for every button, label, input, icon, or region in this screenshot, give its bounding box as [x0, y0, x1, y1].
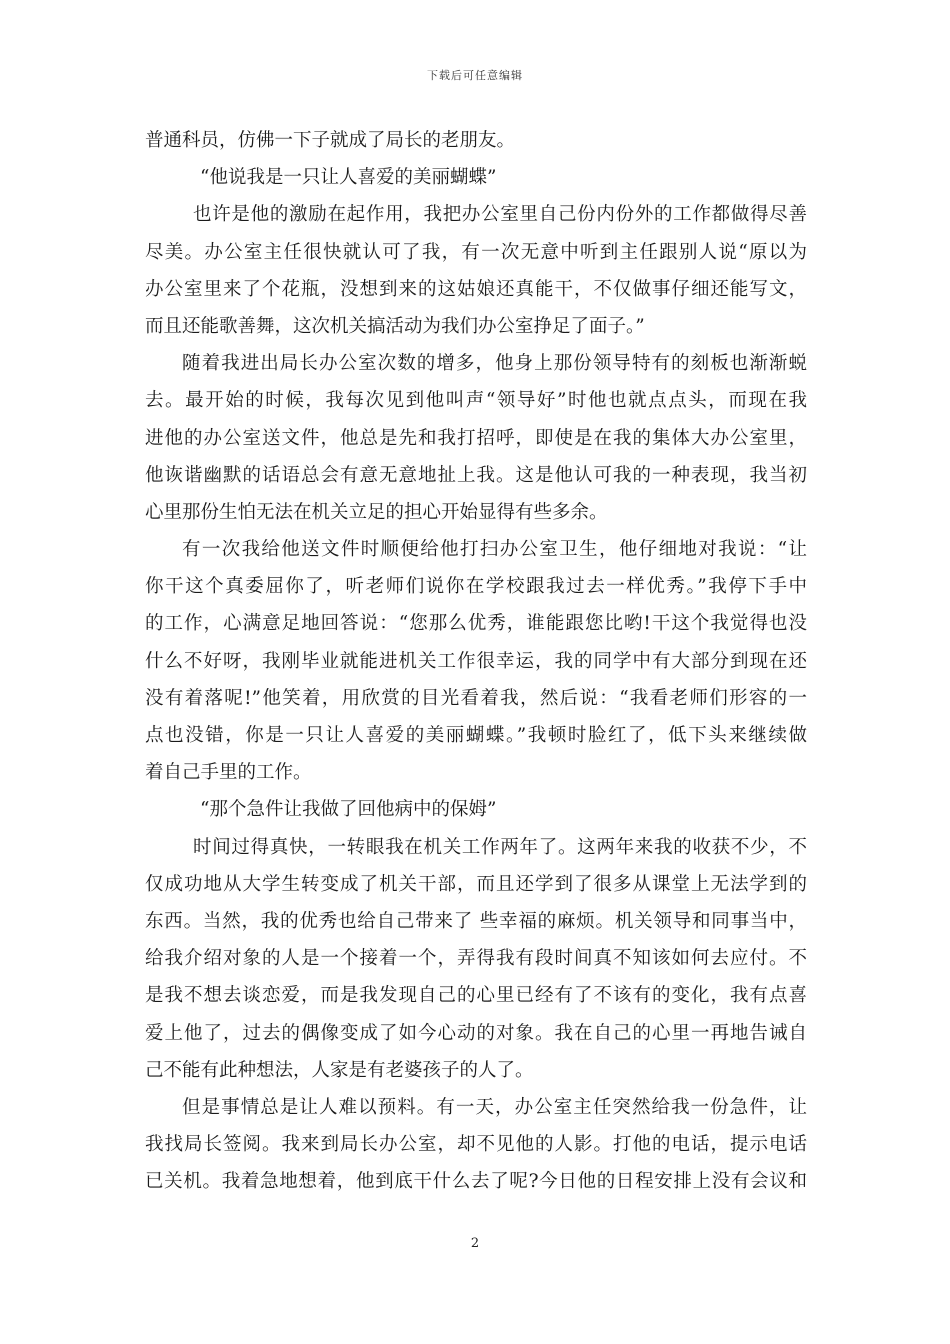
text-line: 己不能有此种想法，人家是有老婆孩子的人了。: [145, 1059, 534, 1081]
text-line: 也许是他的激励在起作用，我把办公室里自己份内份外的工作都做得尽善: [193, 204, 807, 226]
text-line: 尽美。办公室主任很快就认可了我，有一次无意中听到主任跟别人说“原以为: [145, 241, 807, 263]
text-line: 而且还能歌善舞，这次机关搞活动为我们办公室挣足了面子。”: [145, 315, 645, 337]
section-heading: “那个急件让我做了回他病中的保姆”: [200, 799, 497, 821]
text-line: 你干这个真委屈你了，听老师们说你在学校跟我过去一样优秀。”我停下手中: [145, 576, 807, 598]
text-line: 他诙谐幽默的话语总会有意无意地扯上我。这是他认可我的一种表现，我当初: [145, 464, 807, 486]
text-line: 有一次我给他送文件时顺便给他打扫办公室卫生，他仔细地对我说：“让: [182, 539, 807, 561]
page-number: 2: [470, 1236, 480, 1251]
text-line: 随着我进出局长办公室次数的增多，他身上那份领导特有的刻板也渐渐蜕: [182, 353, 807, 375]
page-header: 下载后可任意编辑: [427, 69, 523, 82]
text-line: 进他的办公室送文件，他总是先和我打招呼，即使是在我的集体大办公室里，: [145, 427, 807, 449]
text-line: 普通科员，仿佛一下子就成了局长的老朋友。: [145, 130, 516, 151]
text-line: 的工作，心满意足地回答说：“您那么优秀，谁能跟您比哟!干这个我觉得也没: [145, 613, 807, 635]
text-line: 心里那份生怕无法在机关立足的担心开始显得有些多余。: [145, 501, 608, 523]
text-line: 去。最开始的时候，我每次见到他叫声“领导好”时他也就点点头，而现在我: [145, 390, 807, 412]
text-line: 时间过得真快，一转眼我在机关工作两年了。这两年来我的收获不少，不: [193, 836, 807, 858]
text-line: 已关机。我着急地想着，他到底干什么去了呢?今日他的日程安排上没有会议和: [145, 1171, 807, 1193]
text-line: 爱上他了，过去的偶像变成了如今心动的对象。我在自己的心里一再地告诫自: [145, 1022, 807, 1044]
text-line: 我找局长签阅。我来到局长办公室，却不见他的人影。打他的电话，提示电话: [145, 1134, 807, 1156]
text-line: 是我不想去谈恋爱，而是我发现自己的心里已经有了不该有的变化，我有点喜: [145, 985, 807, 1007]
text-line: 仅成功地从大学生转变成了机关干部，而且还学到了很多从课堂上无法学到的: [145, 873, 807, 895]
text-line: 但是事情总是让人难以预料。有一天，办公室主任突然给我一份急件，让: [182, 1096, 807, 1118]
text-line: 办公室里来了个花瓶，没想到来的这姑娘还真能干，不仅做事仔细还能写文，: [145, 278, 807, 300]
text-line: 东西。当然，我的优秀也给自己带来了 些幸福的麻烦。机关领导和同事当中，: [145, 910, 807, 932]
text-line: 点也没错，你是一只让人喜爱的美丽蝴蝶。”我顿时脸红了，低下头来继续做: [145, 725, 807, 746]
text-line: 着自己手里的工作。: [145, 762, 312, 784]
text-line: 没有着落呢!”他笑着，用欣赏的目光看着我，然后说：“我看老师们形容的一: [145, 687, 807, 709]
text-line: 给我介绍对象的人是一个接着一个，弄得我有段时间真不知该如何去应付。不: [145, 948, 807, 970]
text-line: 什么不好呀，我刚毕业就能进机关工作很幸运，我的同学中有大部分到现在还: [145, 650, 807, 672]
document-body: [145, 122, 807, 1200]
section-heading: “他说我是一只让人喜爱的美丽蝴蝶”: [200, 167, 497, 189]
